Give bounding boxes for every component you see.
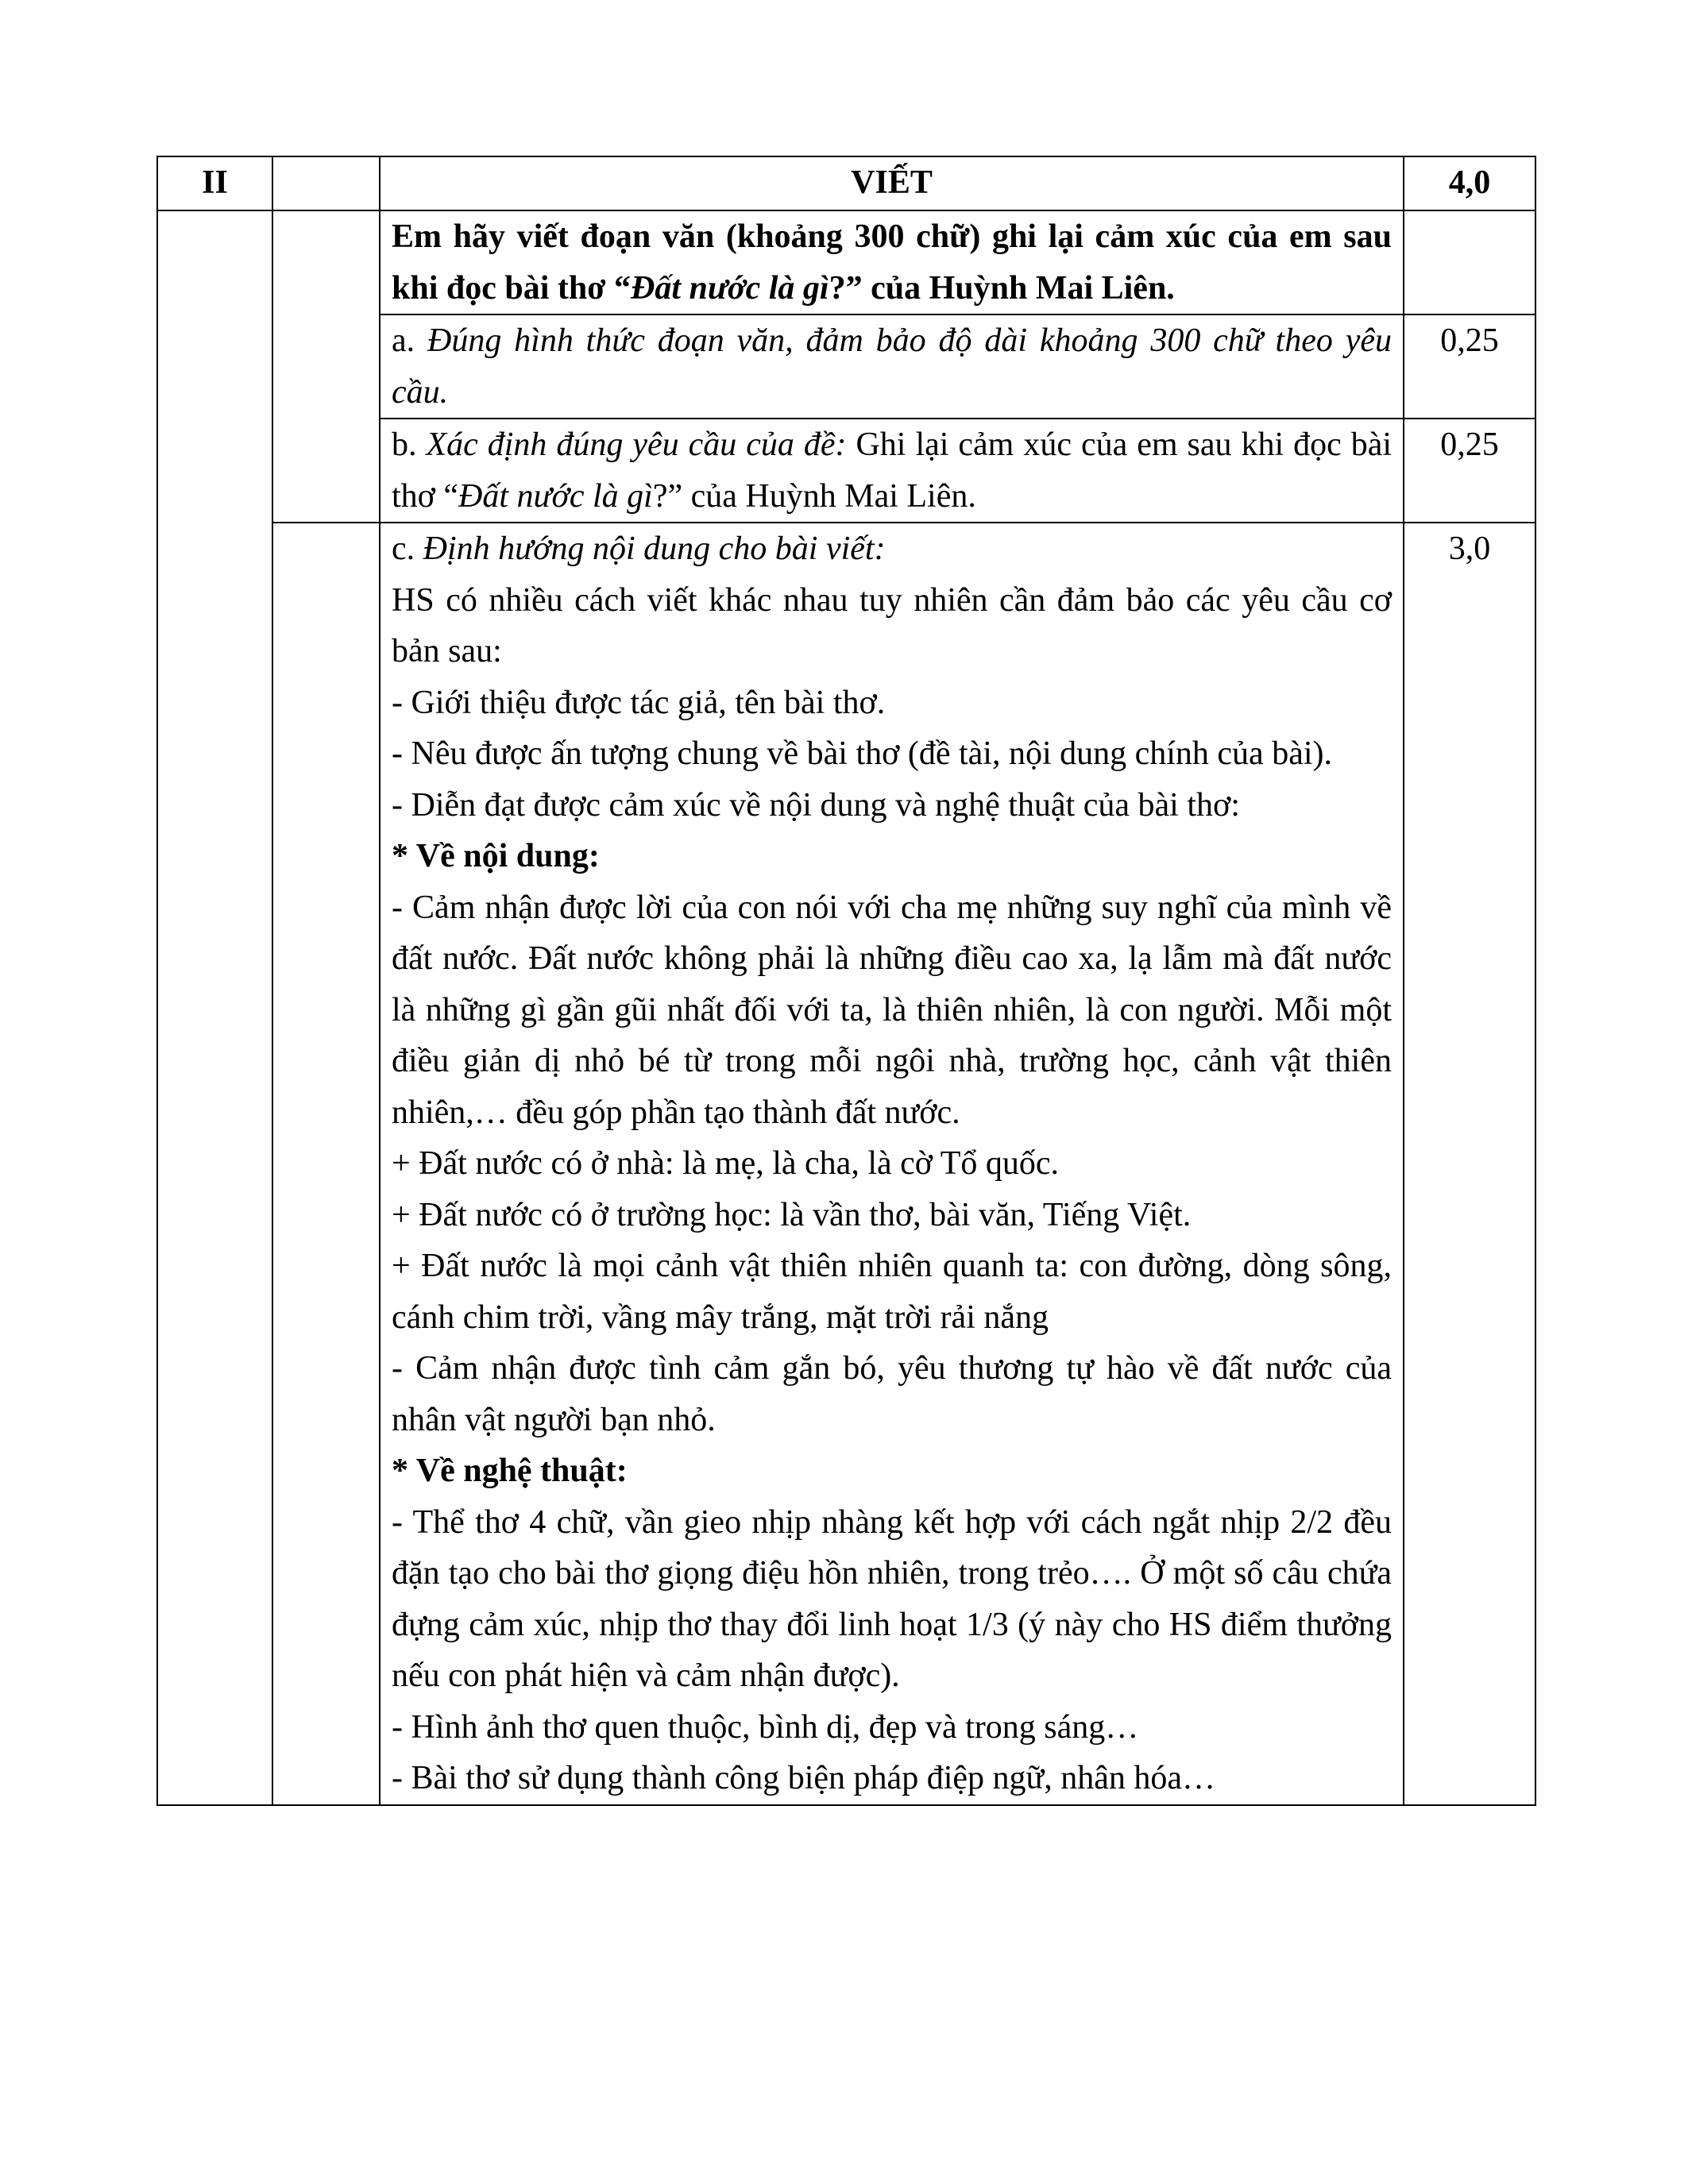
criterion-b-score: 0,25 [1404,419,1535,523]
empty-cell [1404,210,1535,314]
list-item: - Cảm nhận được lời của con nói với cha mẹ những suy nghĩ của mình về đất nước. Đất nước không phải là những điều cao xa, lạ lẫm mà đất nước là những gì gần gũi nhất đối với ta, là thiên nhiên, là con người. Mỗi một điều giản dị nhỏ bé từ trong mỗi ngôi nhà, trường học, cảnh vật thiên nhiên,… đều góp phần tạo thành đất nước. [392,889,1392,1131]
list-item: - Hình ảnh thơ quen thuộc, bình dị, đẹp và trong sáng… [392,1708,1139,1746]
list-item: + Đất nước có ở nhà: là mẹ, là cha, là cờ Tổ quốc. [392,1145,1060,1182]
art-heading: * Về nghệ thuật: [392,1453,628,1489]
list-item: - Diễn đạt được cảm xúc về nội dung và nghệ thuật của bài thơ: [392,786,1240,824]
grading-rubric-table [156,156,1536,1806]
section-header-row [157,156,1535,210]
prompt-row [157,210,1535,314]
list-item: - Nêu được ấn tượng chung về bài thơ (đề tài, nội dung chính của bài). [392,735,1332,772]
section-number: II [157,156,272,210]
section-score: 4,0 [1404,156,1535,210]
list-item: - Giới thiệu được tác giả, tên bài thơ. [392,684,886,721]
list-item: + Đất nước là mọi cảnh vật thiên nhiên quanh ta: con đường, dòng sông, cánh chim trời, vầng mây trắng, mặt trời rải nắng [392,1248,1392,1336]
empty-cell [157,210,272,1805]
section-title: VIẾT [380,156,1404,210]
list-item: - Bài thơ sử dụng thành công biện pháp điệp ngữ, nhân hóa… [392,1760,1216,1796]
criterion-a: a. Đúng hình thức đoạn văn, đảm bảo độ dài khoảng 300 chữ theo yêu cầu. [380,314,1404,419]
poem-title: Đất nước là gì [631,269,829,307]
criterion-c-score: 3,0 [1404,523,1535,1805]
list-item: - Thể thơ 4 chữ, vần gieo nhịp nhàng kết hợp với cách ngắt nhịp 2/2 đều đặn tạo cho bài thơ giọng điệu hồn nhiên, trong trẻo…. Ở một số câu chứa đựng cảm xúc, nhịp thơ thay đổi linh hoạt 1/3 (ý này cho HS điểm thưởng nếu con phát hiện và cảm nhận được). [392,1503,1392,1694]
empty-cell [272,523,380,1805]
criterion-c: c. Định hướng nội dung cho bài viết: HS có nhiều cách viết khác nhau tuy nhiên cần đảm bảo các yêu cầu cơ bản sau: - Giới thiệu được tác giả, tên bài thơ. - Nêu được ấn tượng chung về bài thơ (đề tài, nội dung chính của bài). - Diễn đạt được cảm xúc về nội dung và nghệ thuật của bài thơ: * Về nội dung: - Cảm nhận được lời của con nói với cha mẹ những suy nghĩ của mình về đất nước. Đất nước không phải là những điều cao xa, lạ lẫm mà đất nước là những gì gần gũi nhất đối với ta, là thiên nhiên, là con người. Mỗi một điều giản dị nhỏ bé từ trong mỗi ngôi nhà, trường học, cảnh vật thiên nhiên,… đều góp phần tạo thành đất nước. + Đất nước có ở nhà: là mẹ, là cha, là cờ Tổ quốc. + Đất nước có ở trường học: là vần thơ, bài văn, Tiếng Việt. + Đất nước là mọi cảnh vật thiên nhiên quanh ta: con đường, dòng sông, cánh chim trời, vầng mây trắng, mặt trời rải nắng - Cảm nhận được tình cảm gắn bó, yêu thương tự hào về đất nước của nhân vật người bạn nhỏ. * Về nghệ thuật: - Thể thơ 4 chữ, vần gieo nhịp nhàng kết hợp với cách ngắt nhịp 2/2 đều đặn tạo cho bài thơ giọng điệu hồn nhiên, trong trẻo…. Ở một số câu chứa đựng cảm xúc, nhịp thơ thay đổi linh hoạt 1/3 (ý này cho HS điểm thưởng nếu con phát hiện và cảm nhận được). - Hình ảnh thơ quen thuộc, bình dị, đẹp và trong sáng… - Bài thơ sử dụng thành công biện pháp điệp ngữ, nhân hóa… [380,523,1404,1805]
list-item: - Cảm nhận được tình cảm gắn bó, yêu thương tự hào về đất nước của nhân vật người bạn nhỏ. [392,1350,1392,1438]
criterion-c-intro: HS có nhiều cách viết khác nhau tuy nhiên cần đảm bảo các yêu cầu cơ bản sau: [392,581,1392,669]
writing-prompt: Em hãy viết đoạn văn (khoảng 300 chữ) ghi lại cảm xúc của em sau khi đọc bài thơ “Đất nước là gì?” của Huỳnh Mai Liên. [380,210,1404,314]
criterion-a-score: 0,25 [1404,314,1535,419]
empty-cell [272,156,380,210]
criterion-b: b. Xác định đúng yêu cầu của đề: Ghi lại cảm xúc của em sau khi đọc bài thơ “Đất nước là gì?” của Huỳnh Mai Liên. [380,419,1404,523]
empty-cell [272,210,380,523]
list-item: + Đất nước có ở trường học: là vần thơ, bài văn, Tiếng Việt. [392,1196,1192,1233]
content-heading: * Về nội dung: [392,838,600,874]
poem-title: Đất nước là gì [458,477,653,515]
criterion-c-row [157,523,1535,1805]
